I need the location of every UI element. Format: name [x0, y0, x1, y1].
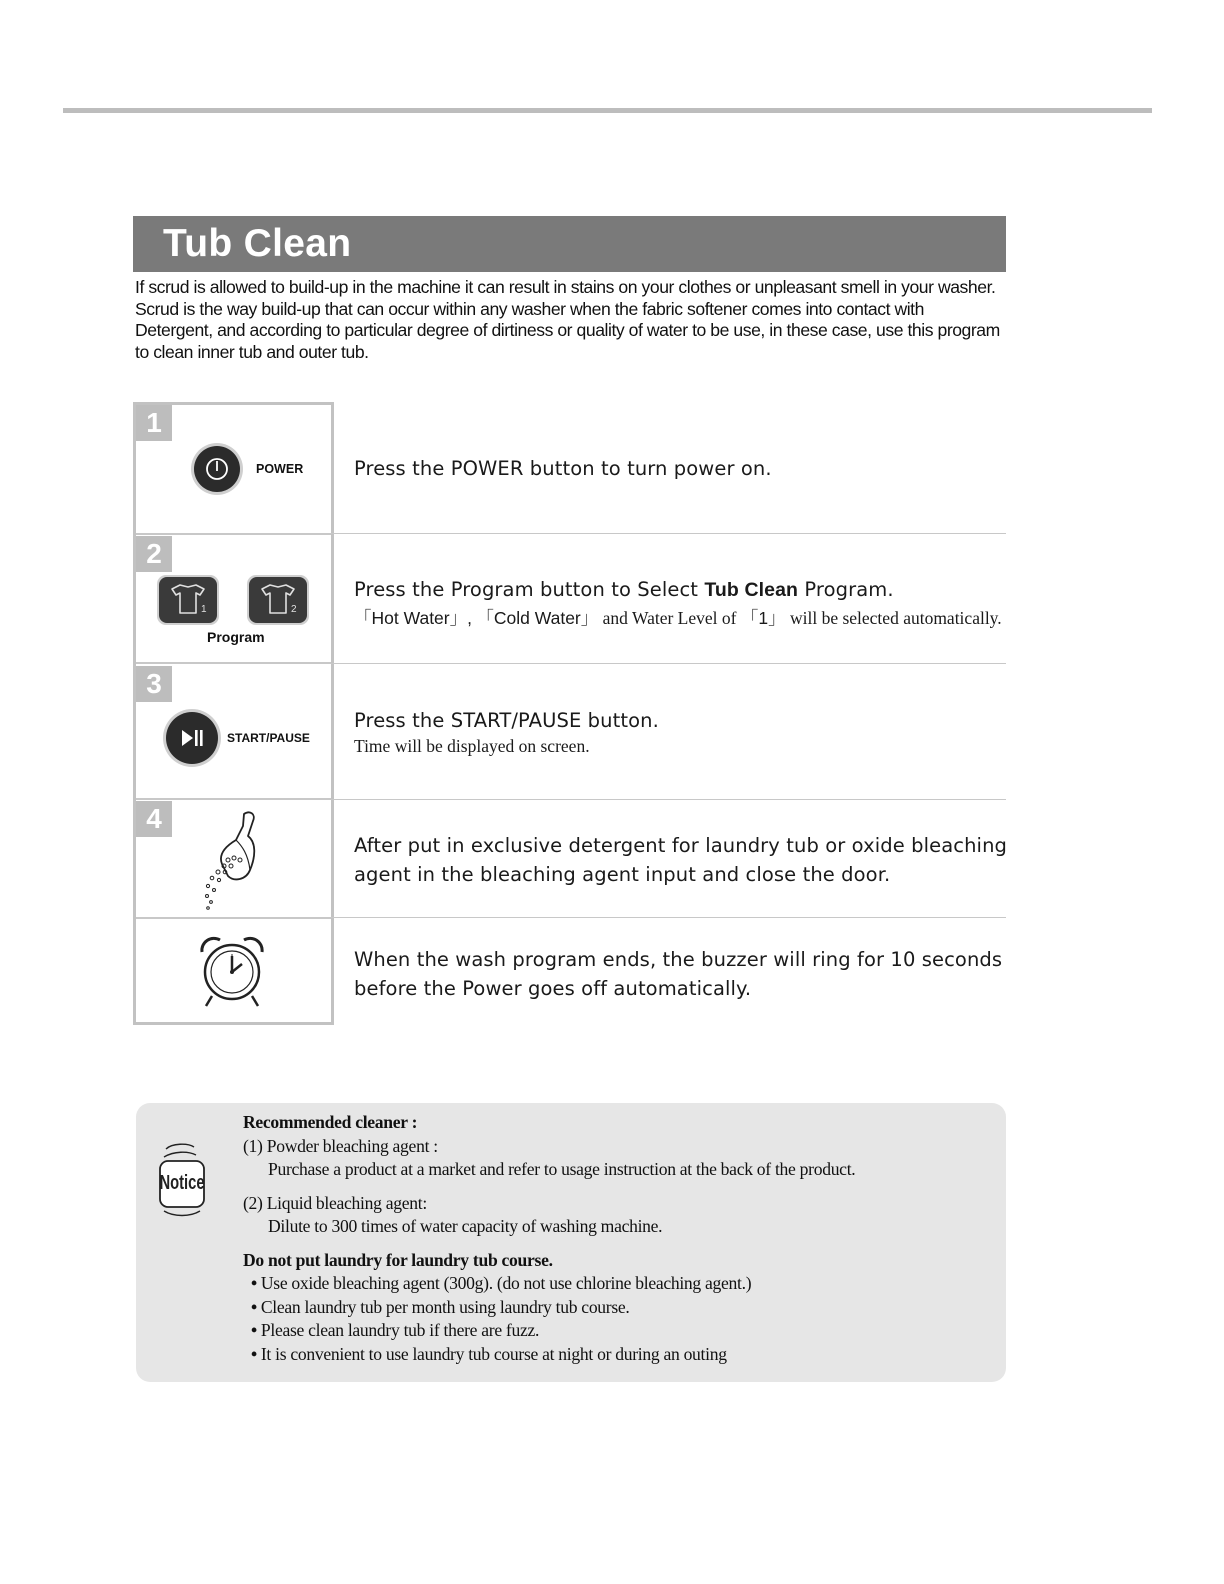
title-bar	[133, 216, 1006, 272]
step-2-subtext: 「Hot Water」, 「Cold Water」 and Water Level of 「1」 will be selected automatically.	[354, 608, 1002, 628]
notice-item: (2) Liquid bleaching agent:	[243, 1192, 427, 1213]
row-divider	[331, 533, 1006, 534]
row-divider	[136, 798, 331, 800]
notice-bullet: • Please clean laundry tub if there are fuzz.	[251, 1320, 540, 1340]
notice-bullet: • Clean laundry tub per month using laundry tub course.	[251, 1296, 630, 1317]
notice-icon-label: Notice	[159, 1170, 205, 1194]
step-4-text: After put in exclusive detergent for laundry tub or oxide bleaching agent in the bleaching agent input and close the door.	[354, 834, 1008, 886]
row-divider	[136, 917, 331, 919]
step-number: 3	[136, 666, 172, 702]
detergent-scoop-icon	[198, 808, 264, 912]
row-divider	[136, 662, 331, 664]
notice-text	[243, 1111, 993, 1366]
notice-warning: Do not put laundry for laundry tub course.	[243, 1249, 553, 1270]
intro-line: Scrud is the way build-up that can occur within any washer when the fabric softener comes into contact with	[135, 298, 924, 319]
step-number: 2	[136, 536, 172, 572]
program-2-button-icon	[246, 574, 310, 626]
power-label: POWER	[256, 462, 304, 476]
row-divider	[331, 917, 1006, 918]
intro-paragraph	[135, 277, 1010, 363]
step-number: 1	[136, 405, 172, 441]
start-pause-label: START/PAUSE	[227, 731, 310, 745]
notice-item: (1) Powder bleaching agent :	[243, 1135, 438, 1156]
program-2-mark: 2	[291, 604, 297, 615]
notice-bullet: • Use oxide bleaching agent (300g). (do not use chlorine bleaching agent.)	[251, 1273, 752, 1293]
notice-icon	[154, 1139, 210, 1219]
program-1-button-icon	[156, 574, 220, 626]
step-1-text: Press the POWER button to turn power on.	[354, 457, 772, 480]
alarm-clock-icon	[196, 934, 268, 1010]
start-pause-button-icon	[162, 708, 222, 768]
notice-box	[136, 1103, 1006, 1382]
step-3-text: Press the START/PAUSE button.	[354, 709, 659, 732]
row-divider	[136, 533, 331, 535]
row-divider	[331, 663, 1006, 664]
step-2-text: Press the Program button to Select Tub Clean Program.	[354, 578, 894, 601]
notice-bullet: • It is convenient to use laundry tub course at night or during an outing	[251, 1343, 727, 1364]
page-title: Tub Clean	[163, 222, 352, 265]
program-1-mark: 1	[201, 604, 207, 615]
intro-line: to clean inner tub and outer tub.	[135, 341, 369, 362]
notice-heading: Recommended cleaner :	[243, 1112, 418, 1132]
notice-item-detail: Purchase a product at a market and refer to usage instruction at the back of the product.	[268, 1159, 856, 1179]
tub-clean-emphasis: Tub Clean	[704, 579, 799, 601]
intro-line: If scrud is allowed to build-up in the machine it can result in stains on your clothes or unpleasant smell in your washer.	[135, 277, 996, 297]
step-number: 4	[136, 801, 172, 837]
intro-line: Detergent, and according to particular degree of dirtiness or quality of water to be use, in these case, use this program	[135, 320, 1000, 341]
program-label: Program	[207, 629, 265, 645]
row-divider	[331, 799, 1006, 800]
power-button-icon	[190, 442, 244, 496]
step-5-text: When the wash program ends, the buzzer will ring for 10 seconds before the Power goes off automatically.	[354, 948, 1003, 1000]
step-3-subtext: Time will be displayed on screen.	[354, 736, 590, 756]
top-rule	[63, 108, 1152, 113]
notice-item-detail: Dilute to 300 times of water capacity of washing machine.	[268, 1216, 663, 1236]
